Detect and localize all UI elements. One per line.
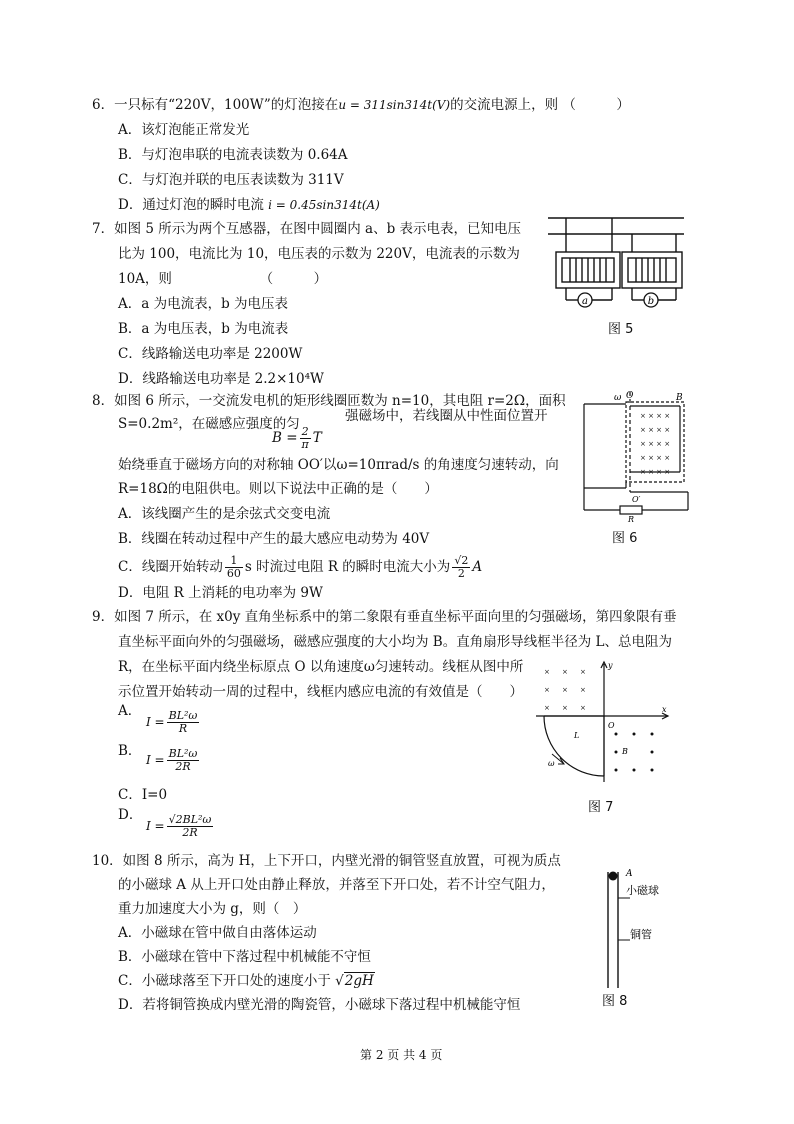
q6-option-d: D．通过灯泡的瞬时电流 i = 0.45sin314t(A) <box>118 197 380 213</box>
q8-stem-line1: 8．如图 6 所示，一交流发电机的矩形线圈匝数为 n=10，其电阻 r=2Ω，面积 <box>92 393 566 409</box>
svg-text:L: L <box>574 731 580 740</box>
q6-option-c: C．与灯泡并联的电压表读数为 311V <box>118 172 344 188</box>
q6-option-b: B．与灯泡串联的电流表读数为 0.64A <box>118 147 348 163</box>
svg-text:y: y <box>608 661 613 670</box>
page-footer: 第 2 页 共 4 页 <box>360 1048 443 1062</box>
svg-text:ω: ω <box>548 759 555 768</box>
svg-text:ω: ω <box>614 393 622 403</box>
q6-option-a: A．该灯泡能正常发光 <box>118 122 250 138</box>
svg-text:×: × <box>544 704 550 712</box>
svg-text:a: a <box>582 296 588 307</box>
figure-8-copper-pipe <box>600 858 690 990</box>
svg-text:b: b <box>647 296 655 307</box>
q10-stem-line3: 重力加速度大小为 g，则（ ） <box>118 901 307 917</box>
svg-text:B: B <box>622 747 628 756</box>
q8-option-c: C．线圈开始转动 $\frac{1}{60}$ s 时流过电阻 R 的瞬时电流大小为 $\frac{√2}{2}$ A <box>118 554 483 580</box>
q6-stem: 6．一只标有“220V，100W”的灯泡接在u = 311sin314t(V)的交流电源上，则 （ ） <box>92 97 630 113</box>
svg-text:x: x <box>662 705 667 714</box>
q9-stem-line1: 9．如图 7 所示，在 x0y 直角坐标系中的第二象限有垂直坐标平面向里的匀强磁场，第四象限有垂 <box>92 609 677 625</box>
figure-5-transformers <box>548 208 688 316</box>
svg-text:× × × ×: × × × × <box>640 412 671 420</box>
svg-text:×: × <box>544 668 550 676</box>
svg-text:×: × <box>580 704 586 712</box>
figure-8-caption: 图 8 <box>602 994 628 1009</box>
q10-stem-line1: 10．如图 8 所示，高为 H，上下开口，内壁光滑的铜管竖直放置，可视为质点 <box>92 853 561 869</box>
q9-option-a-label: A． <box>118 703 142 719</box>
q7-stem-line1: 7．如图 5 所示为两个互感器，在图中圆圈内 a、b 表示电表，已知电压 <box>92 221 522 237</box>
q7-option-a: A．a 为电流表，b 为电压表 <box>118 296 289 312</box>
q9-stem-line4: 示位置开始转动一周的过程中，线框内感应电流的有效值是（ ） <box>118 684 523 700</box>
q8-stem-line3: 始绕垂直于磁场方向的对称轴 OO′以ω=10πrad/s 的角速度匀速转动，向 <box>118 457 559 473</box>
q9-stem-line2: 直坐标平面向外的匀强磁场，磁感应强度的大小均为 B。直角扇形导线框半径为 L、总电阻为 <box>118 634 672 650</box>
figure-6-caption: 图 6 <box>612 531 638 546</box>
svg-text:×: × <box>562 704 568 712</box>
q9-option-d-formula: I = $\frac{\text{√2BL²ω}}{2R}$ <box>146 813 212 839</box>
figure-6-generator <box>582 388 692 524</box>
q9-option-b-formula: I = $\frac{\text{BL²ω}}{2R}$ <box>146 747 198 773</box>
svg-text:× × × ×: × × × × <box>640 468 671 476</box>
q8-option-a: A．该线圈产生的是余弦式交变电流 <box>118 506 331 522</box>
q9-option-a-formula: I = $\frac{\text{BL²ω}}{R}$ <box>146 709 198 735</box>
q8-option-b: B．线圈在转动过程中产生的最大感应电动势为 40V <box>118 531 430 547</box>
q10-stem-line2: 的小磁球 A 从上开口处由静止释放，并落至下开口处，若不计空气阻力， <box>118 877 555 893</box>
svg-text:O′: O′ <box>632 495 641 504</box>
svg-text:×: × <box>580 686 586 694</box>
q10-option-d: D．若将铜管换成内壁光滑的陶瓷管，小磁球下落过程中机械能守恒 <box>118 997 521 1013</box>
svg-text:×: × <box>580 668 586 676</box>
svg-text:× × × ×: × × × × <box>640 426 671 434</box>
q8-stem-line2b: 强磁场中，若线圈从中性面位置开 <box>345 408 548 424</box>
q9-stem-line3: R，在坐标平面内绕坐标原点 O 以角速度ω匀速转动。线框从图中所 <box>118 659 524 675</box>
figure-7-caption: 图 7 <box>588 800 614 815</box>
svg-text:O: O <box>608 721 615 730</box>
svg-text:A: A <box>626 869 633 879</box>
q10-option-c: C．小磁球落至下开口处的速度小于 √2gH <box>118 973 374 989</box>
q8-stem-line2a: S=0.2m²，在磁感应强度的匀 <box>118 416 300 432</box>
magnetic-ball <box>609 872 618 881</box>
q8-option-d: D．电阻 R 上消耗的电功率为 9W <box>118 585 323 601</box>
svg-text:R: R <box>628 515 635 524</box>
q10-option-a: A．小磁球在管中做自由落体运动 <box>118 925 317 941</box>
figure-5-caption: 图 5 <box>608 322 634 337</box>
figure-7-sector <box>532 658 672 786</box>
svg-text:O: O <box>626 391 634 401</box>
q7-stem-line3: 10A，则 （ ） <box>118 271 328 287</box>
svg-text:×: × <box>562 686 568 694</box>
q9-option-c: C．I=0 <box>118 787 168 803</box>
q7-option-c: C．线路输送电功率是 2200W <box>118 346 303 362</box>
q7-stem-line2: 比为 100，电流比为 10，电压表的示数为 220V，电流表的示数为 <box>118 246 520 262</box>
q7-option-d: D．线路输送电功率是 2.2×10⁴W <box>118 371 324 387</box>
q8-field-formula: B = $\frac{2}{\pi}$ T <box>272 425 322 451</box>
svg-text:小磁球: 小磁球 <box>626 884 659 897</box>
q9-option-d-label: D． <box>118 807 143 823</box>
svg-text:× × × ×: × × × × <box>640 440 671 448</box>
svg-text:×: × <box>562 668 568 676</box>
svg-text:× × × ×: × × × × <box>640 454 671 462</box>
q9-option-b-label: B． <box>118 743 142 759</box>
svg-text:×: × <box>544 686 550 694</box>
svg-text:B: B <box>676 393 683 403</box>
q10-option-b: B．小磁球在管中下落过程中机械能不守恒 <box>118 949 371 965</box>
q7-option-b: B．a 为电压表，b 为电流表 <box>118 321 289 337</box>
svg-text:铜管: 铜管 <box>630 928 652 941</box>
q8-stem-line4: R=18Ω的电阻供电。则以下说法中正确的是（ ） <box>118 481 438 497</box>
